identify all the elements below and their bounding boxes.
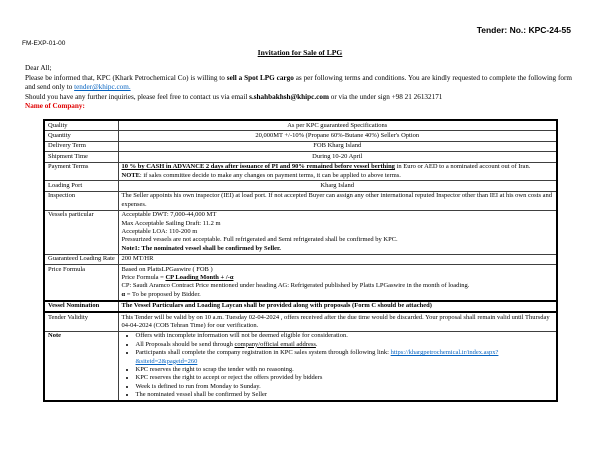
delivery-term-label: Delivery Term (44, 141, 118, 151)
email-address-underlined-text: company/official email address (234, 340, 316, 348)
note-bullet-6: • Week is defined to run from Monday to Sunday. (136, 383, 554, 391)
intro-section (25, 64, 572, 112)
intro-paragraph-1 (25, 74, 572, 93)
text-segment: in Euro or AED to a nominated account out of Iran. (394, 163, 531, 171)
table-row-price-formula (44, 265, 557, 301)
text-segment: as per following terms and conditions. You are kindly requested to complete the following form and send only to (25, 73, 572, 92)
document-title: Invitation for Sale of LPG (257, 48, 343, 57)
inspection-value: The Seller appoints his own inspector (IEI) at load port. If not accepted Buyer can assign any other international reputed Inspector other than IEI at his own costs and expenses. (118, 191, 557, 210)
vessel-dwt-line: Acceptable DWT: 7,000-44,000 MT (121, 211, 217, 219)
table-row-note (44, 331, 557, 401)
vessel-type-line: Pressurized vessels are not acceptable. Full refrigerated and Semi refrigerated shall be confirmed by KPC. (121, 236, 398, 244)
text-segment: Please be informed that, KPC (Khark Petrochemical Co) is willing to (25, 73, 227, 82)
intro-paragraph-2 (25, 93, 572, 103)
price-basis-line: Based on PlattsLPGaswire ( FOB ) (121, 265, 213, 273)
spot-cargo-bold-text: sell a Spot LPG cargo (226, 73, 294, 82)
note-bullet-4: • KPC reserves the right to scrap the tender with no reasoning. (136, 366, 554, 374)
note-bullet-list (122, 332, 554, 399)
loading-port-value: Kharg Island (118, 181, 557, 191)
table-row-delivery-term (44, 141, 557, 151)
shipment-time-label: Shipment Time (44, 152, 118, 162)
quality-label: Quality (44, 120, 118, 131)
vessel-note1-line: Note1: The nominated vessel shall be confirmed by Seller. (121, 244, 281, 252)
text-segment: Should you have any further inquiries, please feel free to contact us via email (25, 92, 250, 101)
vessels-particular-label: Vessels particular (44, 210, 118, 254)
inspection-label: Inspection (44, 191, 118, 210)
quantity-label: Quantity (44, 131, 118, 141)
loading-rate-value: 200 MT/HR (118, 254, 557, 264)
text-segment: . (315, 340, 318, 348)
text-segment: Participants shall complete the company registration in KPC sales system through following link: (135, 349, 391, 357)
table-row-quantity (44, 131, 557, 141)
table-row-shipment-time (44, 152, 557, 162)
salutation: Dear All; (25, 64, 52, 72)
note-bullet-2 (136, 341, 554, 349)
cp-definition-line: CP: Saudi Aramco Contract Price mentioned under heading AG: Refrigerated published by Platts LPGaswire in the month of loading. (121, 282, 470, 290)
table-row-tender-validity (44, 312, 557, 331)
tender-validity-label: Tender Validity (44, 312, 118, 331)
note-bullet-3 (136, 349, 554, 366)
price-formula-label: Price Formula (44, 265, 118, 301)
table-row-guaranteed-loading-rate (44, 254, 557, 264)
price-formula-bold-text: CP Loading Month + /-α (165, 274, 234, 281)
table-row-inspection (44, 191, 557, 210)
note-bullet-7: • The nominated vessel shall be confirmed by Seller (136, 391, 554, 399)
table-row-loading-port (44, 181, 557, 191)
table-row-vessels-particular (44, 210, 557, 254)
vessel-loa-line: Acceptable LOA: 110-200 m (121, 227, 198, 235)
text-segment: Price Formula = (121, 274, 166, 281)
text-segment: : if sales committee decide to make any changes on payment terms, it can be applied to above terms. (139, 171, 401, 179)
vessels-particular-value (118, 210, 557, 254)
payment-terms-bold-text: 10 % by CASH in ADVANCE 2 days after issuance of PI and 90% remained before vessel berthing (121, 163, 395, 171)
vessel-draft-line: Max Acceptable Sailing Draft: 11.2 m (121, 219, 221, 227)
loading-port-label: Loading Port (44, 181, 118, 191)
text-segment: All Proposals should be send through (135, 340, 235, 348)
loading-rate-label: Guaranteed Loading Rate (44, 254, 118, 264)
payment-note-label: NOTE (121, 171, 140, 179)
note-bullet-5: • KPC reserves the right to accept or reject the offers provided by bidders (136, 374, 554, 382)
note-label: Note (44, 331, 118, 401)
text-segment: or via the under sign +98 21 26132171 (328, 92, 443, 101)
delivery-term-value: FOB Kharg Island (118, 141, 557, 151)
payment-terms-value (118, 162, 557, 181)
shipment-time-value: During 10-20 April (118, 152, 557, 162)
vessel-nomination-label: Vessel Nomination (44, 301, 118, 312)
quantity-value: 20,000MT +/-10% (Propane 60%-Butane 40%) Seller's Option (118, 131, 557, 141)
company-name-label: Name of Company: (25, 102, 85, 111)
vessel-nomination-value: The Vessel Particulars and Loading Laycan shall be provided along with proposals (Form C should be attached) (118, 301, 557, 312)
registration-url-link[interactable]: https://khargpetrochemical.ir/index.aspx?&siteid=2&pageid=260 (135, 349, 499, 365)
note-bullet-1: • Offers with incomplete information will not be deemed eligible for consideration. (136, 332, 554, 340)
payment-terms-label: Payment Terms (44, 162, 118, 181)
tender-number: Tender: No.: KPC-24-55 (476, 25, 571, 35)
table-row-payment-terms (44, 162, 557, 181)
terms-table (43, 119, 558, 402)
form-code: FM-EXP-01-00 (22, 40, 66, 47)
text-segment: = To be proposed by Bidder. (125, 290, 201, 298)
tender-email-link[interactable]: tender@khipc.com. (74, 83, 131, 92)
note-value (118, 331, 557, 401)
quality-value: As per KPC guaranteed Specifications (118, 120, 557, 131)
table-row-quality (44, 120, 557, 131)
contact-email: s.shahbakhsh@khipc.com (249, 92, 329, 101)
alpha-symbol: α (121, 290, 126, 298)
price-formula-value (118, 265, 557, 301)
table-row-vessel-nomination (44, 301, 557, 312)
tender-validity-value: This Tender will be valid by on 10 a.m. Tuesday 02-04-2024 , offers received after the due time would be discarded. Your proposal shall remain valid until Thursday 04-04-2024 (COB Tehran Time) for our verification. (118, 312, 557, 331)
